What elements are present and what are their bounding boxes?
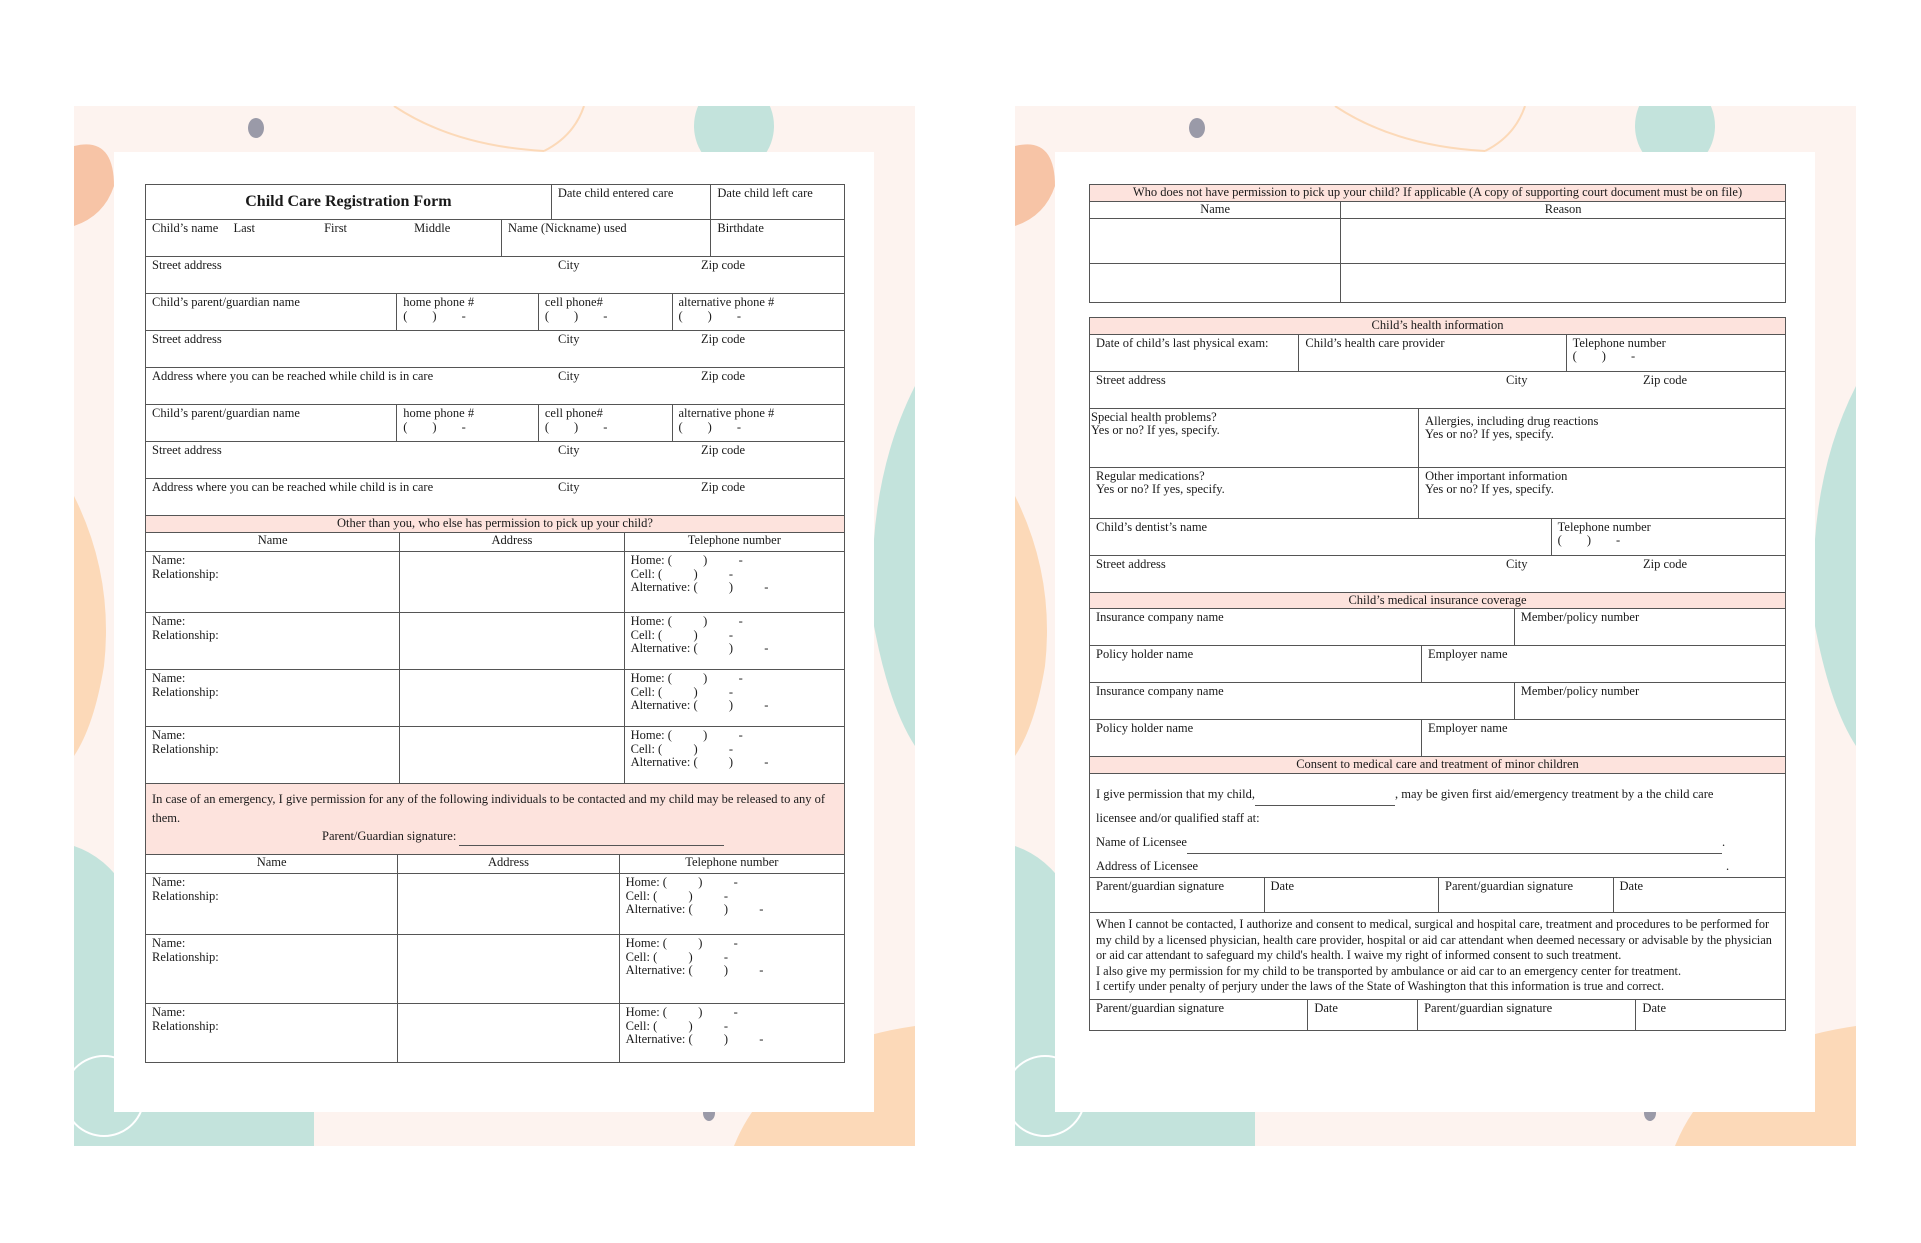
date-field[interactable] xyxy=(1308,1000,1418,1030)
alt-phone-label: Alternative: ( ) - xyxy=(625,902,764,917)
guardian2-street-address-field[interactable] xyxy=(145,442,845,479)
no-permission-row[interactable] xyxy=(1089,219,1786,264)
col-name-header: Name xyxy=(1090,202,1341,218)
last-label: Last xyxy=(233,221,255,235)
guardian1-street-address-field[interactable] xyxy=(145,331,845,368)
registration-form-page-1 xyxy=(145,184,845,1063)
name-label: Name: xyxy=(152,552,186,567)
phone-parens: ( ) - xyxy=(678,308,741,323)
birthdate-label: Birthdate xyxy=(717,221,764,235)
nickname-field[interactable] xyxy=(502,220,711,256)
date-label: Date xyxy=(1314,1000,1338,1015)
birthdate-field[interactable] xyxy=(711,220,844,256)
insurance-company-label: Insurance company name xyxy=(1096,684,1224,699)
form-title: Child Care Registration Form xyxy=(245,193,452,210)
member-policy-label: Member/policy number xyxy=(1520,684,1640,699)
insurance-band: Child’s medical insurance coverage xyxy=(1089,593,1786,610)
address-cell[interactable] xyxy=(398,935,619,1003)
alt-phone-label: Alternative: ( ) - xyxy=(630,755,769,770)
street-address-label: Street address xyxy=(152,443,222,457)
city-label: City xyxy=(558,443,580,457)
home-phone-label: Home: ( ) - xyxy=(625,1004,738,1019)
date-entered-field[interactable] xyxy=(552,185,712,219)
city-label: City xyxy=(558,258,580,272)
certify-text: I certify under penalty of perjury under the laws of the State of Washington that this information is true and correct. xyxy=(1096,979,1665,993)
guardian1-alt-phone-field[interactable] xyxy=(673,294,845,330)
name-label: Name: xyxy=(152,670,186,685)
address-of-licensee-label: Address of Licensee xyxy=(1096,859,1199,873)
emergency-permission-box xyxy=(145,784,845,855)
city-label: City xyxy=(558,369,580,383)
date-field[interactable] xyxy=(1614,878,1786,912)
policy-holder-field[interactable] xyxy=(1090,720,1422,756)
telephone-number-label: Telephone number xyxy=(1557,519,1651,534)
zip-code-label: Zip code xyxy=(701,258,746,272)
employer-field[interactable] xyxy=(1422,646,1785,682)
phone-parens: ( ) - xyxy=(544,308,608,323)
registration-form-page-2 xyxy=(1089,184,1786,1031)
date-label: Date xyxy=(1270,879,1295,893)
child-name-field[interactable] xyxy=(146,220,502,256)
date-left-label: Date child left care xyxy=(717,186,813,200)
guardian-signature-label: Parent/guardian signature xyxy=(1445,879,1574,893)
health-info-band: Child’s health information xyxy=(1089,317,1786,335)
insurance-company-label: Insurance company name xyxy=(1096,610,1224,625)
other-info-field[interactable] xyxy=(1419,468,1785,518)
guardian2-reach-address-field[interactable] xyxy=(145,479,845,516)
yes-no-specify-label: Yes or no? If yes, specify. xyxy=(1091,423,1220,438)
name-label: Name: xyxy=(152,935,186,950)
no-permission-name-cell[interactable] xyxy=(1090,219,1341,263)
consent-box xyxy=(1089,774,1786,878)
emergency-person-row[interactable] xyxy=(145,1004,845,1063)
consent-text: licensee and/or qualified staff at: xyxy=(1096,811,1260,825)
address-cell[interactable] xyxy=(400,727,624,783)
guardian2-alt-phone-field[interactable] xyxy=(673,405,845,441)
cell-phone-label: Cell: ( ) - xyxy=(630,684,734,699)
insurance-company-field[interactable] xyxy=(1090,683,1515,719)
guardian-name-label: Child’s parent/guardian name xyxy=(152,406,300,420)
child-street-address-field[interactable] xyxy=(145,257,845,294)
guardian1-name-field[interactable] xyxy=(146,294,397,330)
city-label: City xyxy=(1506,372,1528,387)
zip-code-label: Zip code xyxy=(1643,556,1688,571)
guardian-signature-label: Parent/guardian signature xyxy=(1424,1000,1553,1015)
first-label: First xyxy=(324,221,348,235)
phone-parens: ( ) - xyxy=(403,419,466,434)
phone-parens: ( ) - xyxy=(678,419,741,434)
name-of-licensee-label: Name of Licensee xyxy=(1096,835,1187,849)
name-label: Name: xyxy=(152,727,186,742)
zip-code-label: Zip code xyxy=(701,332,746,346)
emergency-person-row[interactable] xyxy=(145,935,845,1004)
regular-meds-label: Regular medications? xyxy=(1096,468,1205,483)
authorize-text: When I cannot be contacted, I authorize and consent to medical, surgical and hospital care, treatment and procedures to be performed for my child by a licensed physician, health care provider, hospital or aid car attendant when deemed necessary or advisable by the physician or aid car attendant to safeguard my child's health. I waive my right of informed consent to such treatment. xyxy=(1096,917,1772,962)
child-name-line[interactable] xyxy=(1255,805,1395,806)
home-phone-label: Home: ( ) - xyxy=(625,935,738,950)
dentist-label: Child’s dentist’s name xyxy=(1096,519,1208,534)
address-cell[interactable] xyxy=(398,1004,619,1062)
employer-field[interactable] xyxy=(1422,720,1785,756)
alt-phone-label: Alternative: ( ) - xyxy=(630,698,769,713)
date-left-field[interactable] xyxy=(711,185,844,219)
no-permission-band: Who does not have permission to pick up your child? If applicable (A copy of supporting court document must be on file) xyxy=(1089,184,1786,202)
allergies-label: Allergies, including drug reactions xyxy=(1425,413,1599,428)
dentist-street-address-field[interactable] xyxy=(1089,556,1786,593)
pickup-permission-band: Other than you, who else has permission to pick up your child? xyxy=(145,516,845,533)
phone-parens: ( ) - xyxy=(1557,533,1621,548)
pickup-person-row[interactable] xyxy=(145,552,845,613)
guardian1-cell-phone-field[interactable] xyxy=(539,294,673,330)
street-address-label: Street address xyxy=(1096,556,1166,571)
city-label: City xyxy=(558,332,580,346)
employer-label: Employer name xyxy=(1428,721,1508,736)
col-name-header: Name xyxy=(146,533,400,551)
guardian-signature-label: Parent/Guardian signature: xyxy=(322,829,457,844)
member-policy-label: Member/policy number xyxy=(1520,610,1640,625)
alt-phone-label: alternative phone # xyxy=(678,295,775,309)
col-phone-header: Telephone number xyxy=(685,854,779,869)
emergency-permission-text: In case of an emergency, I give permission for any of the following individuals to be contacted and my child may be released to any of them. xyxy=(152,791,826,825)
provider-street-address-field[interactable] xyxy=(1089,372,1786,409)
no-permission-name-cell[interactable] xyxy=(1090,264,1341,302)
relationship-label: Relationship: xyxy=(152,888,219,903)
relationship-label: Relationship: xyxy=(152,566,219,581)
date-field[interactable] xyxy=(1265,878,1440,912)
street-address-label: Street address xyxy=(152,332,222,346)
member-policy-field[interactable] xyxy=(1515,683,1785,719)
last-physical-label: Date of child’s last physical exam: xyxy=(1096,335,1269,350)
alt-phone-label: Alternative: ( ) - xyxy=(630,641,769,656)
authorization-paragraph xyxy=(1089,913,1786,1000)
pickup-person-row[interactable] xyxy=(145,613,845,670)
consent-band: Consent to medical care and treatment of minor children xyxy=(1089,757,1786,774)
regular-meds-field[interactable] xyxy=(1090,468,1419,518)
consent-text: , may be given first aid/emergency treatment by a the child care xyxy=(1395,787,1714,801)
alt-phone-label: Alternative: ( ) - xyxy=(625,963,764,978)
guardian-signature-line[interactable] xyxy=(459,845,724,846)
zip-code-label: Zip code xyxy=(701,480,746,494)
insurance-company-field[interactable] xyxy=(1090,609,1515,645)
col-name-header: Name xyxy=(146,855,398,873)
cell-phone-label: Cell: ( ) - xyxy=(630,741,734,756)
name-label: Name: xyxy=(152,613,186,628)
employer-label: Employer name xyxy=(1428,647,1508,662)
middle-label: Middle xyxy=(414,221,451,235)
yes-no-specify-label: Yes or no? If yes, specify. xyxy=(1425,427,1554,442)
date-field[interactable] xyxy=(1636,1000,1785,1030)
guardian-signature-field[interactable] xyxy=(1439,878,1614,912)
allergies-field[interactable] xyxy=(1419,409,1785,467)
last-physical-field[interactable] xyxy=(1090,335,1299,371)
reach-address-label: Address where you can be reached while child is in care xyxy=(152,480,434,494)
guardian1-reach-address-field[interactable] xyxy=(145,368,845,405)
zip-code-label: Zip code xyxy=(701,443,746,457)
alt-phone-label: Alternative: ( ) - xyxy=(625,1032,764,1047)
home-phone-label: home phone # xyxy=(403,406,475,420)
guardian-signature-field[interactable] xyxy=(1090,878,1265,912)
policy-holder-label: Policy holder name xyxy=(1096,721,1194,736)
col-phone-header: Telephone number xyxy=(687,532,781,547)
child-name-label: Child’s name xyxy=(152,221,219,235)
cell-phone-label: Cell: ( ) - xyxy=(630,566,734,581)
no-permission-reason-cell[interactable] xyxy=(1341,219,1785,263)
health-provider-field[interactable] xyxy=(1299,335,1566,371)
name-label: Name: xyxy=(152,1004,186,1019)
street-address-label: Street address xyxy=(152,258,222,272)
special-health-label: Special health problems? xyxy=(1091,409,1217,424)
dentist-phone-field[interactable] xyxy=(1552,519,1785,555)
col-address-header: Address xyxy=(400,533,624,551)
home-phone-label: home phone # xyxy=(403,295,475,309)
yes-no-specify-label: Yes or no? If yes, specify. xyxy=(1425,482,1554,497)
date-entered-label: Date child entered care xyxy=(557,186,674,200)
relationship-label: Relationship: xyxy=(152,1018,219,1033)
yes-no-specify-label: Yes or no? If yes, specify. xyxy=(1096,482,1225,497)
address-cell[interactable] xyxy=(400,613,624,669)
phone-parens: ( ) - xyxy=(1572,349,1636,364)
line-end: . xyxy=(1726,859,1730,873)
phone-parens: ( ) - xyxy=(544,419,608,434)
guardian-name-label: Child’s parent/guardian name xyxy=(152,295,300,309)
nickname-label: Name (Nickname) used xyxy=(507,221,627,235)
phone-parens: ( ) - xyxy=(403,308,466,323)
guardian1-home-phone-field[interactable] xyxy=(397,294,539,330)
relationship-label: Relationship: xyxy=(152,684,219,699)
guardian-signature-field[interactable] xyxy=(1418,1000,1636,1030)
emergency-person-row[interactable] xyxy=(145,874,845,935)
consent-text: I give permission that my child, xyxy=(1096,787,1256,801)
address-cell[interactable] xyxy=(398,874,619,934)
telephone-number-label: Telephone number xyxy=(1572,335,1666,350)
home-phone-label: Home: ( ) - xyxy=(630,727,743,742)
pickup-person-row[interactable] xyxy=(145,727,845,784)
cell-phone-label: cell phone# xyxy=(544,406,603,420)
home-phone-label: Home: ( ) - xyxy=(630,552,743,567)
alt-phone-label: Alternative: ( ) - xyxy=(630,580,769,595)
guardian-signature-field[interactable] xyxy=(1090,1000,1308,1030)
guardian-signature-label: Parent/guardian signature xyxy=(1096,879,1225,893)
relationship-label: Relationship: xyxy=(152,949,219,964)
col-reason-header: Reason xyxy=(1544,201,1582,216)
reach-address-label: Address where you can be reached while child is in care xyxy=(152,369,434,383)
city-label: City xyxy=(558,480,580,494)
guardian2-name-field[interactable] xyxy=(146,405,397,441)
provider-phone-field[interactable] xyxy=(1567,335,1785,371)
alt-phone-label: alternative phone # xyxy=(678,406,775,420)
cell-phone-label: Cell: ( ) - xyxy=(625,1018,729,1033)
guardian2-home-phone-field[interactable] xyxy=(397,405,539,441)
cell-phone-label: Cell: ( ) - xyxy=(625,888,729,903)
date-label: Date xyxy=(1642,1000,1667,1015)
address-cell[interactable] xyxy=(400,552,624,612)
member-policy-field[interactable] xyxy=(1515,609,1785,645)
policy-holder-field[interactable] xyxy=(1090,646,1422,682)
name-label: Name: xyxy=(152,874,186,889)
policy-holder-label: Policy holder name xyxy=(1096,647,1194,662)
form-title-cell xyxy=(146,185,552,219)
guardian2-cell-phone-field[interactable] xyxy=(539,405,673,441)
no-permission-row[interactable] xyxy=(1089,264,1786,303)
home-phone-label: Home: ( ) - xyxy=(630,670,743,685)
cell-phone-label: Cell: ( ) - xyxy=(630,627,734,642)
zip-code-label: Zip code xyxy=(1643,372,1688,387)
health-provider-label: Child’s health care provider xyxy=(1305,335,1445,350)
no-permission-reason-cell[interactable] xyxy=(1341,264,1785,302)
home-phone-label: Home: ( ) - xyxy=(625,874,738,889)
guardian-signature-label: Parent/guardian signature xyxy=(1096,1000,1225,1015)
pickup-person-row[interactable] xyxy=(145,670,845,727)
relationship-label: Relationship: xyxy=(152,741,219,756)
zip-code-label: Zip code xyxy=(701,369,746,383)
col-address-header: Address xyxy=(398,855,619,873)
dentist-field[interactable] xyxy=(1090,519,1552,555)
home-phone-label: Home: ( ) - xyxy=(630,613,743,628)
relationship-label: Relationship: xyxy=(152,627,219,642)
date-label: Date xyxy=(1619,879,1644,893)
street-address-label: Street address xyxy=(1096,372,1166,387)
address-cell[interactable] xyxy=(400,670,624,726)
cell-phone-label: cell phone# xyxy=(544,295,603,309)
ambulance-text: I also give my permission for my child to be transported by ambulance or aid car to an emergency center for treatment. xyxy=(1096,963,1682,978)
special-health-field[interactable] xyxy=(1090,409,1419,467)
line-end: . xyxy=(1721,835,1726,849)
cell-phone-label: Cell: ( ) - xyxy=(625,949,729,964)
other-info-label: Other important information xyxy=(1425,468,1568,483)
city-label: City xyxy=(1506,556,1528,571)
